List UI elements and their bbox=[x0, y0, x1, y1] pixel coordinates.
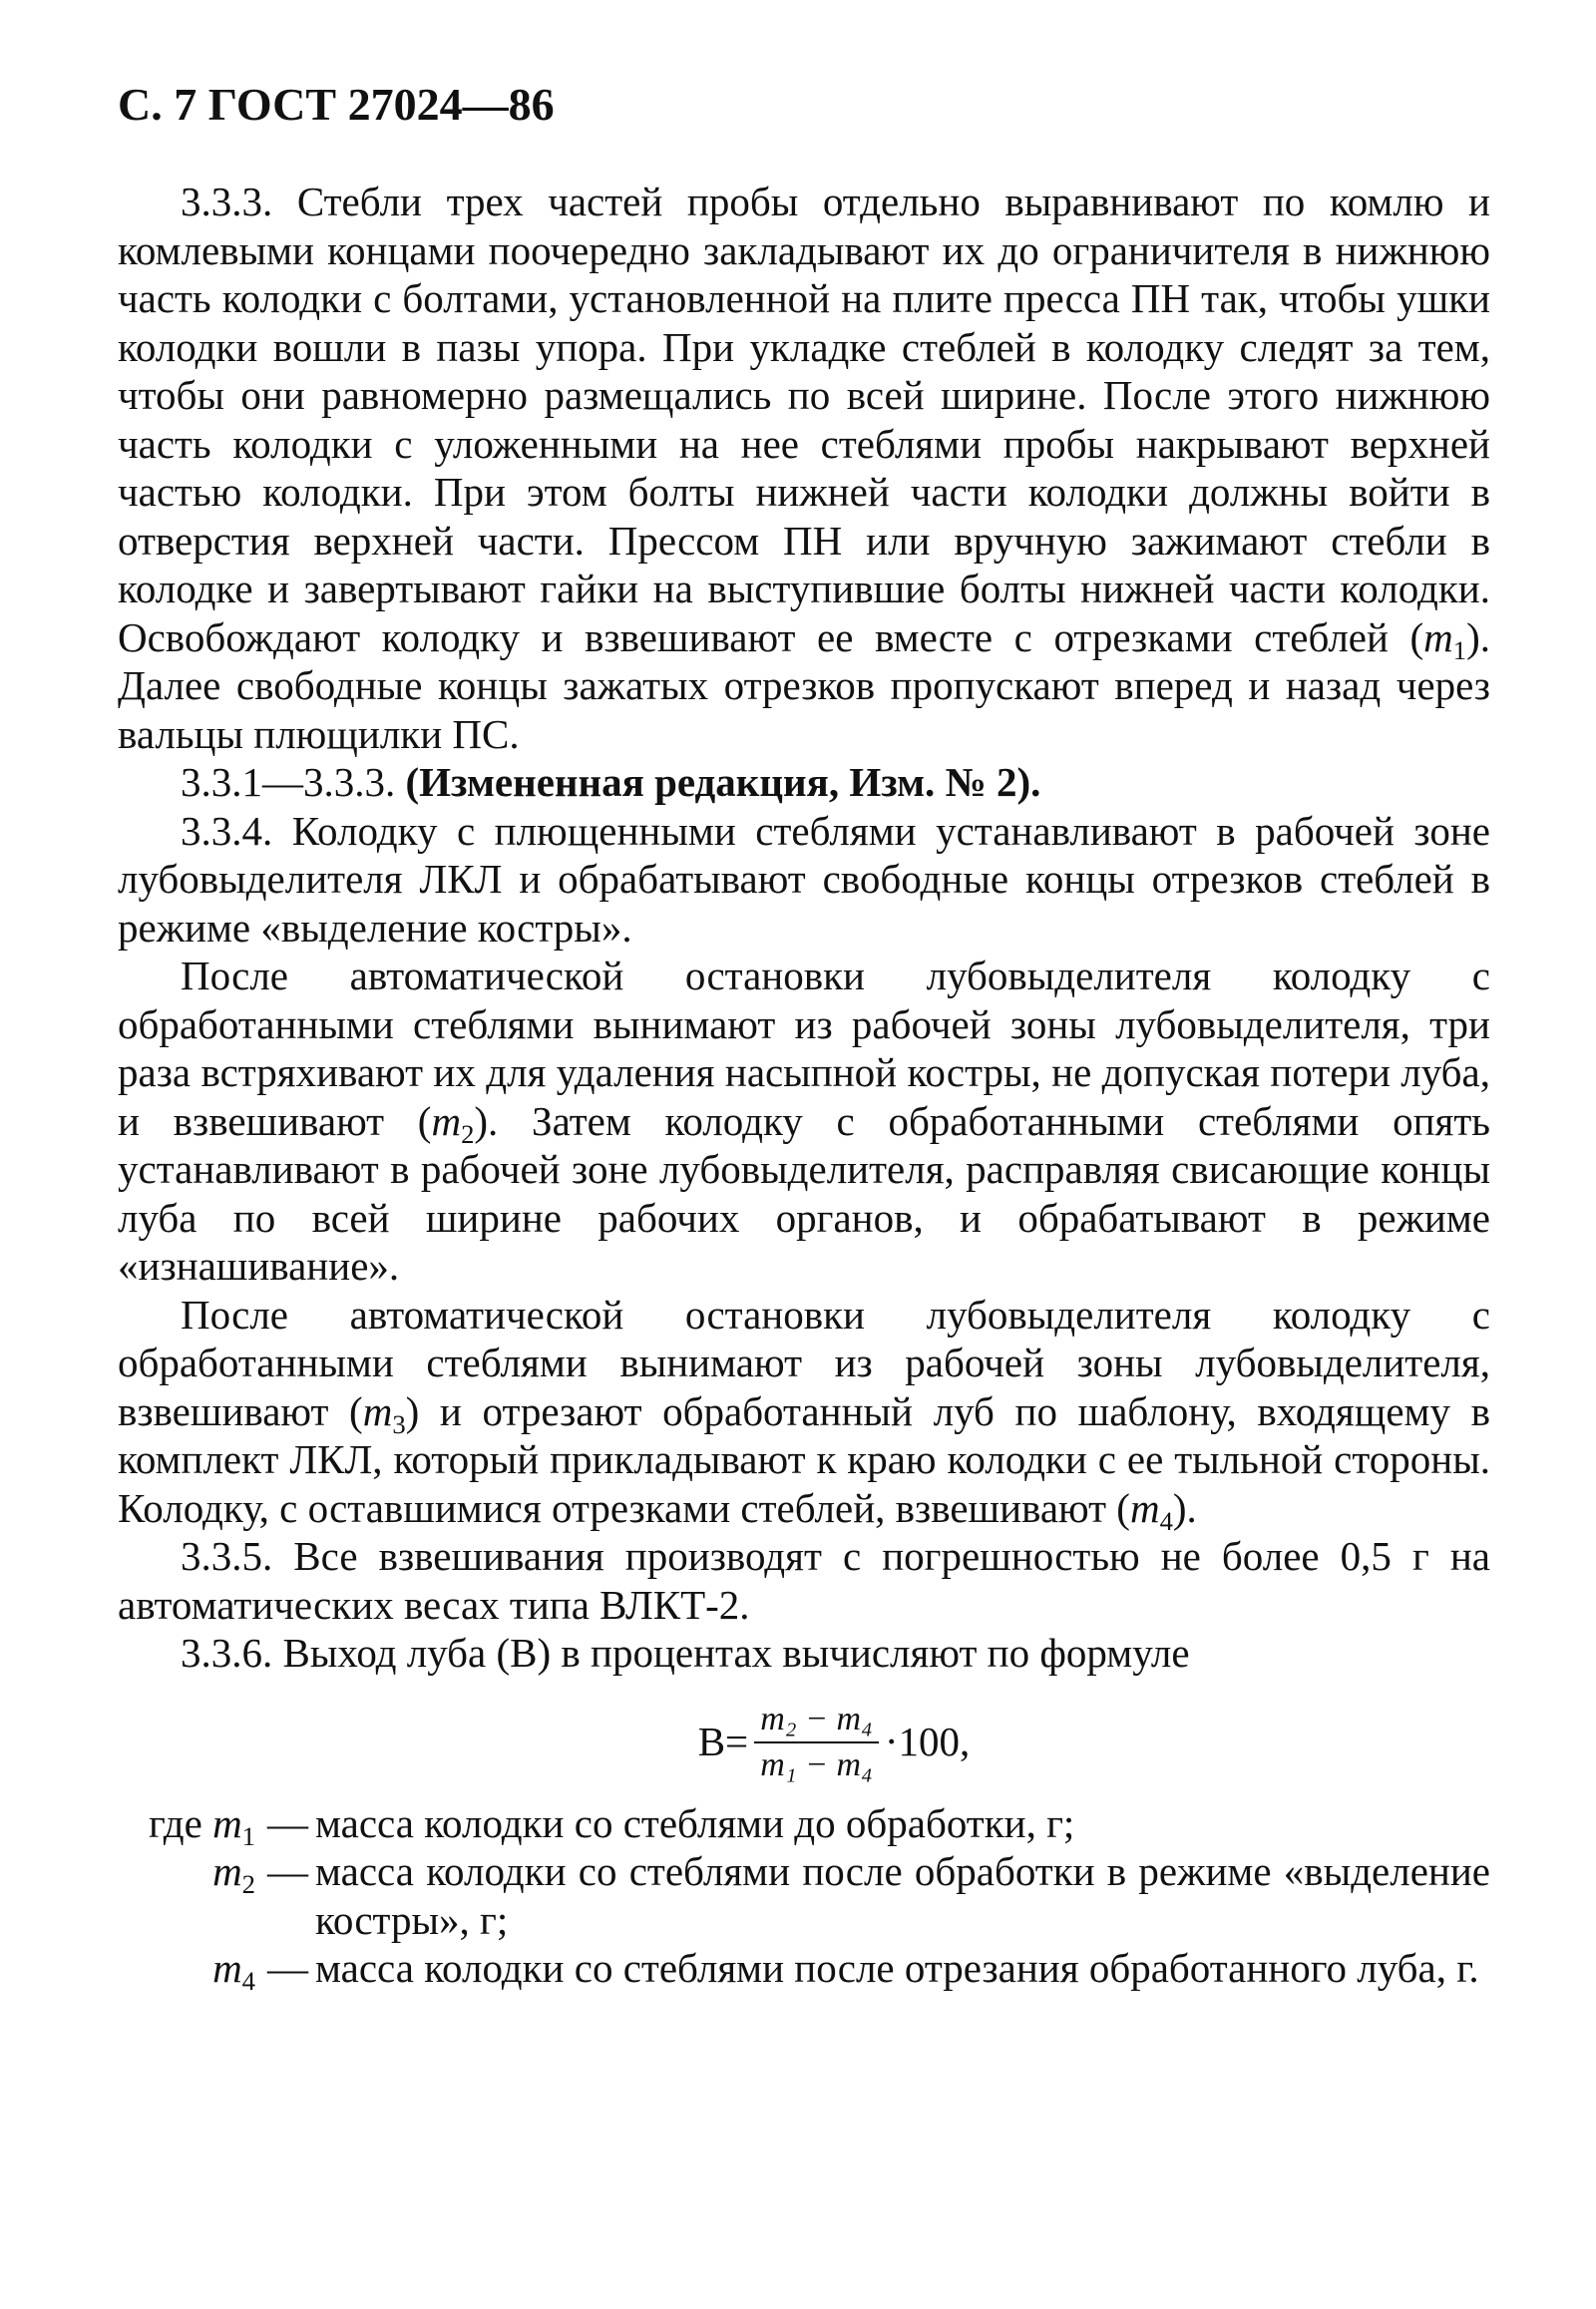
symbol-m4: m bbox=[1129, 1484, 1160, 1531]
document-body bbox=[118, 178, 1491, 1996]
paragraph-3-3-3-tail: ). Далее свободные концы зажатых отрезков пропускают вперед и назад через вальцы плющилки ПС. bbox=[118, 613, 1491, 757]
page-header: С. 7 ГОСТ 27024—86 bbox=[118, 79, 555, 130]
definition-sub: 2 bbox=[241, 1868, 255, 1899]
definition-sub: 4 bbox=[241, 1965, 255, 1996]
symbol-m3-sub: 3 bbox=[392, 1408, 406, 1439]
symbol-m3: m bbox=[362, 1387, 393, 1434]
paragraph-3-3-4-b-text: После автоматической остановки лубовыделителя колодку с обработанными стеблями вынимают из рабочей зоны лубовыделителя, три раза встряхивают их для удаления насыпной костры, не допуская потери луба, и взвешивают ( bbox=[118, 953, 1490, 1144]
paragraph-3-3-4-b bbox=[118, 952, 1490, 1291]
paragraph-3-3-5: 3.3.5. Все взвешивания производят с погрешностью не более 0,5 г на автоматических весах типа ВЛКТ-2. bbox=[118, 1533, 1490, 1628]
symbol-m2: m bbox=[431, 1097, 462, 1144]
definition-item bbox=[118, 1847, 1490, 1944]
definition-sym: m bbox=[212, 1945, 242, 1991]
definition-item bbox=[118, 1799, 1490, 1851]
formula-fraction bbox=[754, 1700, 879, 1785]
definition-item bbox=[118, 1944, 1490, 1996]
symbol-m2-sub: 2 bbox=[461, 1118, 475, 1149]
definition-sym: m bbox=[212, 1848, 242, 1894]
definition-text: масса колодки со стеблями после обработки в режиме «выделение костры», г; bbox=[315, 1848, 1490, 1943]
paragraph-3-3-4: 3.3.4. Колодку с плющенными стеблями устанавливают в рабочей зоне лубовыделителя ЛКЛ и обрабатывают свободные концы отрезков стеблей в режиме «выделение костры». bbox=[118, 807, 1490, 951]
definition-lead: где bbox=[148, 1799, 213, 1846]
definition-symbol bbox=[118, 1944, 267, 1996]
definition-dash: — bbox=[267, 1945, 308, 1991]
paragraph-3-3-6: 3.3.6. Выход луба (В) в процентах вычисляют по формуле bbox=[181, 1630, 1190, 1676]
paragraph-3-3-4-c-tail: ). bbox=[1172, 1484, 1197, 1531]
paragraph-3-3-4-c bbox=[118, 1291, 1490, 1536]
symbol-m4-sub: 4 bbox=[1159, 1505, 1173, 1536]
definition-symbol bbox=[118, 1799, 267, 1851]
paragraph-3-3-4-c-text: После автоматической остановки лубовыделителя колодку с обработанными стеблями вынимают из рабочей зоны лубовыделителя, взвешивают ( bbox=[118, 1291, 1490, 1434]
symbol-m1: m bbox=[1423, 613, 1453, 660]
formula-numerator: m₂ − m₄ bbox=[754, 1700, 879, 1743]
definition-text: масса колодки со стеблями до обработки, г; bbox=[315, 1799, 1075, 1846]
formula-rhs: ·100, bbox=[884, 1719, 971, 1765]
symbol-m1-sub: 1 bbox=[1452, 634, 1467, 665]
paragraph-3-3-4-b-tail: ). Затем колодку с обработанными стеблями опять устанавливают в рабочей зоне лубовыделителя, расправляя свисающие концы луба по всей ширине рабочих органов, и обрабатывают в режиме «изнашивание». bbox=[118, 1097, 1490, 1289]
paragraph-3-3-4-c-mid: ) и отрезают обработанный луб по шаблону, входящему в комплект ЛКЛ, который прикладывают к краю колодки с ее тыльной стороны. Колодку, с оставшимися отрезками стеблей, взвешивают ( bbox=[118, 1387, 1490, 1531]
definition-sym: m bbox=[212, 1799, 242, 1846]
definition-symbol bbox=[118, 1847, 267, 1899]
amendment-text: (Измененная редакция, Изм. № 2). bbox=[405, 759, 1041, 805]
formula-denominator: m₁ − m₄ bbox=[760, 1745, 873, 1783]
amendment-range: 3.3.1—3.3.3. bbox=[181, 759, 406, 805]
formula-lhs: В= bbox=[697, 1719, 749, 1765]
definition-dash: — bbox=[267, 1799, 308, 1846]
definition-text: масса колодки со стеблями после отрезания обработанного луба, г. bbox=[315, 1945, 1479, 1991]
definition-dash: — bbox=[267, 1848, 308, 1894]
definition-sub: 1 bbox=[241, 1820, 255, 1851]
paragraph-3-3-3-text: 3.3.3. Стебли трех частей пробы отдельно выравнивают по комлю и комлевыми концами поочередно закладывают их до ограничителя в нижнюю часть колодки с болтами, установленной на плите пресса ПН так, чтобы ушки колодки вошли в пазы упора. При укладке стеблей в колодку следят за тем, чтобы они равномерно размещались по всей ширине. После этого нижнюю часть колодки с уложенными на нее стеблями пробы накрывают верхней частью колодки. При этом болты нижней части колодки должны войти в отверстия верхней части. Прессом ПН или вручную зажимают стебли в колодке и завертывают гайки на выступившие болты нижней части колодки. Освобождают колодку и взвешивают ее вместе с отрезками стеблей bbox=[118, 179, 1490, 660]
paragraph-3-3-3: 3.3.3. Стебли трех частей пробы отдельно выравнивают по комлю и комлевыми концами поочередно закладывают их до ограничителя в нижнюю часть колодки с болтами, установленной на плите пресса ПН так, чтобы ушки колодки вошли в пазы упора. При укладке стеблей в колодку следят за тем, чтобы они равномерно размещались по всей ширине. После этого нижнюю часть колодки с уложенными на нее стеблями пробы накрывают верхней частью колодки. При этом болты нижней части колодки должны войти в отверстия верхней части. Прессом ПН или вручную зажимают стебли в колодке и завертывают гайки на выступившие болты нижней части колодки. Освобождают колодку и взвешивают ее вместе с отрезками стеблей $(m_1)$. Далее свободные концы зажатых отрезков пропускают вперед и назад через вальцы плющилки ПС. bbox=[118, 179, 1491, 757]
amendment-note bbox=[118, 758, 1490, 807]
formula bbox=[118, 1700, 1490, 1785]
definitions-list bbox=[118, 1799, 1490, 1996]
